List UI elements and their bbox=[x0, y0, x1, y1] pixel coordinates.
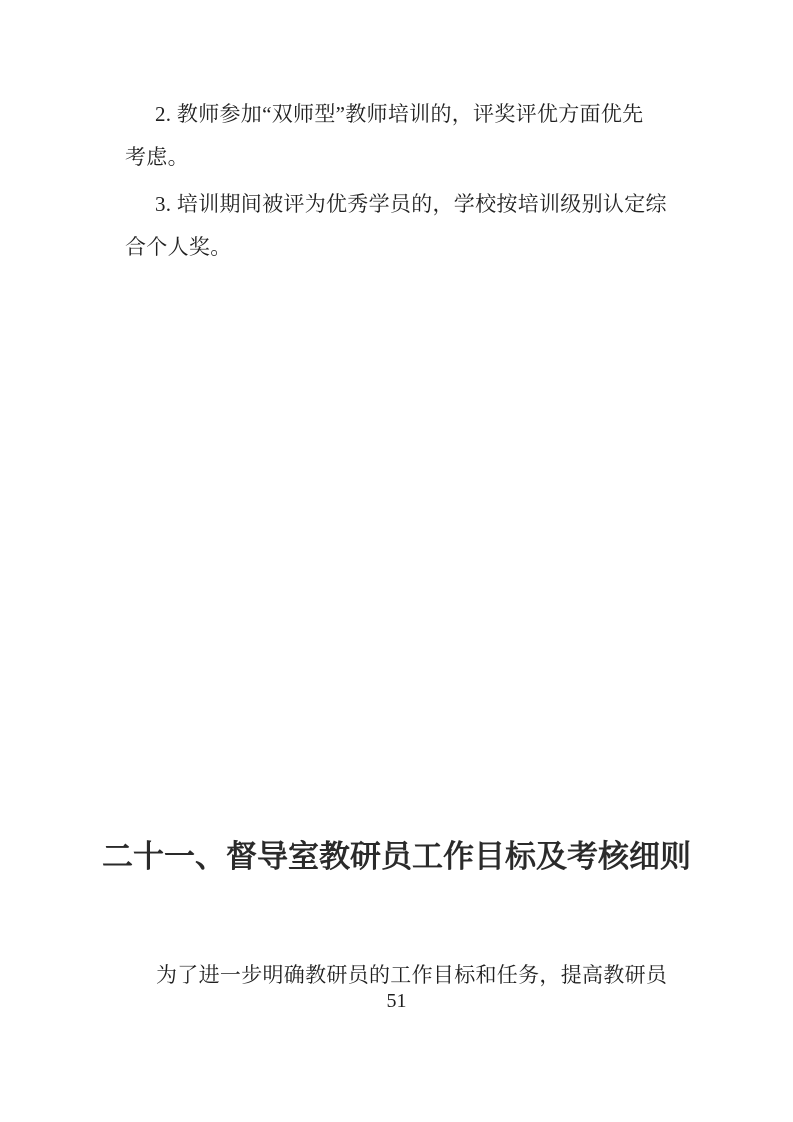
numbered-paragraph-2 bbox=[125, 93, 670, 179]
section-heading: 二十一、督导室教研员工作目标及考核细则 bbox=[102, 839, 691, 874]
paragraph-line: 合个人奖。 bbox=[125, 235, 232, 259]
page-number: 51 bbox=[386, 990, 407, 1012]
paragraph-line: 3. 培训期间被评为优秀学员的，学校按培训级别认定综 bbox=[155, 192, 667, 216]
paragraph-line: 考虑。 bbox=[125, 145, 189, 169]
body-text-block bbox=[125, 93, 670, 269]
paragraph-line: 2. 教师参加“双师型”教师培训的，评奖评优方面优先 bbox=[155, 102, 644, 126]
numbered-paragraph-3 bbox=[125, 183, 670, 269]
intro-paragraph: 为了进一步明确教研员的工作目标和任务，提高教研员 bbox=[156, 963, 668, 987]
